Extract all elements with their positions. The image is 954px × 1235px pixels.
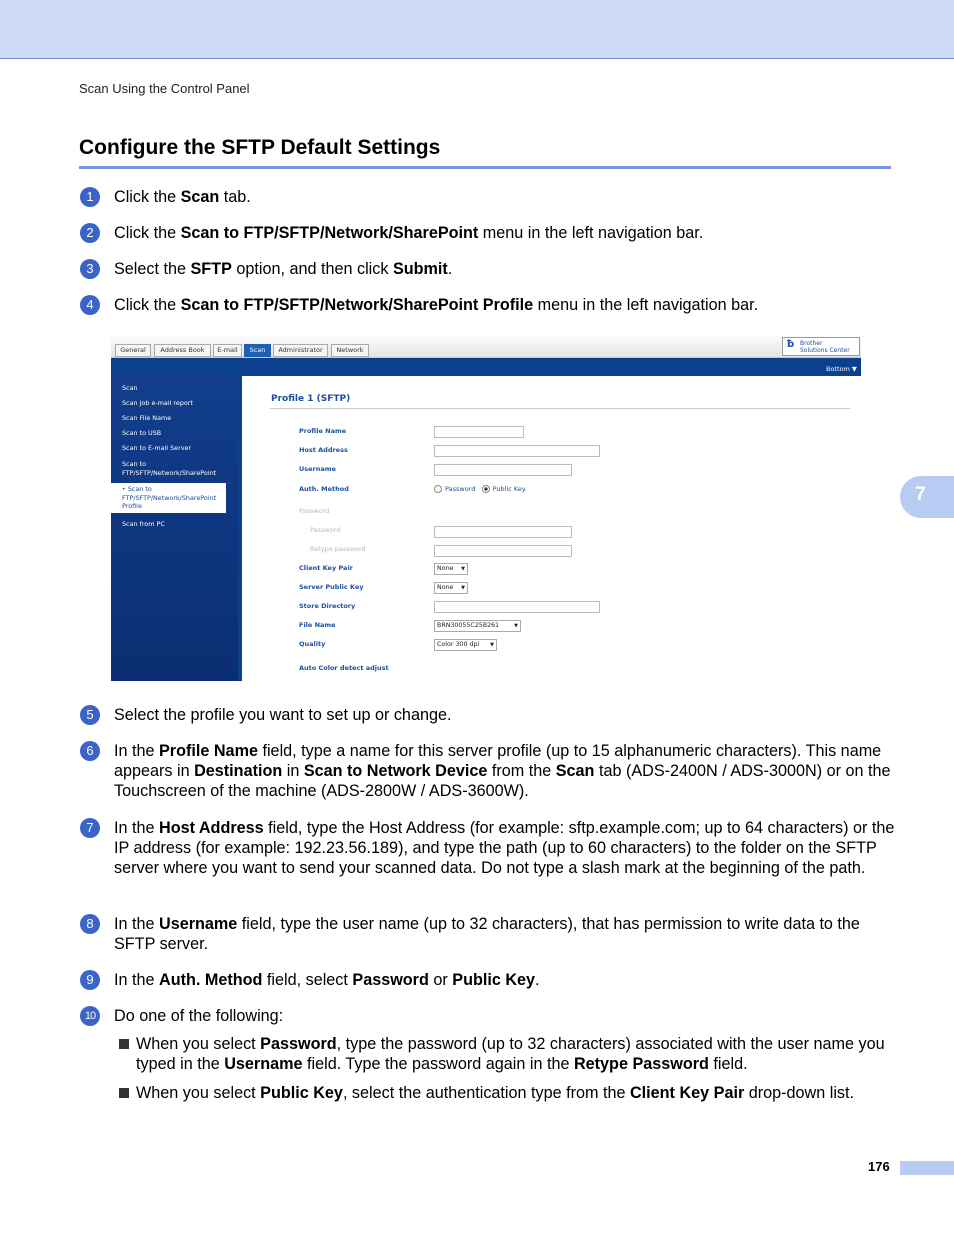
tab-address-book[interactable]: Address Book — [154, 344, 211, 357]
step-text: Select the SFTP option, and then click Submit. — [114, 260, 453, 278]
tab-administrator[interactable]: Administrator — [273, 344, 328, 357]
step-text: In the Host Address field, type the Host Address (for example: sftp.example.com; up to 64 characters) or the IP address (for example: 192.23.56.189), and type the path (up to 60 characters) to the folder on the SFTP server where you want to send your scanned data. Do not type a slash mark at the beginning of the path. — [114, 819, 895, 877]
nav-scan-from-pc[interactable]: Scan from PC — [122, 520, 165, 528]
chevron-down-icon: ▼ — [461, 566, 465, 572]
content-edge — [238, 376, 242, 681]
title-rule — [79, 166, 891, 169]
retype-password-label: Retype password — [310, 545, 366, 553]
quality-label: Quality — [299, 640, 326, 648]
step-text: Do one of the following: — [114, 1007, 284, 1025]
tab-email[interactable]: E-mail — [213, 344, 242, 357]
tab-general[interactable]: General — [115, 344, 151, 357]
store-directory-label: Store Directory — [299, 602, 356, 610]
password-label: Password — [310, 526, 341, 534]
client-key-pair-select[interactable]: None ▼ — [434, 563, 468, 575]
left-navigation — [111, 376, 238, 681]
chevron-down-icon: ▼ — [490, 642, 494, 648]
auth-method-radios: Password Public Key — [434, 485, 526, 493]
bullet-text: When you select Public Key, select the authentication type from the Client Key Pair drop-down list. — [136, 1084, 855, 1102]
step-number: 3 — [80, 259, 100, 279]
tab-bar — [111, 333, 861, 358]
step-number: 1 — [80, 187, 100, 207]
profile-rule — [270, 408, 850, 409]
host-address-input[interactable] — [434, 445, 600, 457]
password-input[interactable] — [434, 526, 572, 538]
nav-scan-to-ftp-sftp[interactable]: Scan to FTP/SFTP/Network/SharePoint — [122, 460, 217, 477]
retype-password-input[interactable] — [434, 545, 572, 557]
store-directory-input[interactable] — [434, 601, 600, 613]
step-text: Select the profile you want to set up or change. — [114, 706, 452, 724]
step-number: 6 — [80, 741, 100, 761]
brother-logo-icon: ƀ — [787, 339, 795, 350]
running-head: Scan Using the Control Panel — [79, 81, 250, 96]
page-title: Configure the SFTP Default Settings — [79, 136, 441, 159]
nav-scan-to-ftp-sftp-profile[interactable]: ‣ Scan to FTP/SFTP/Network/SharePoint Profile — [111, 483, 226, 513]
web-settings-screenshot — [111, 333, 861, 681]
profile-title: Profile 1 (SFTP) — [271, 394, 351, 404]
tab-network[interactable]: Network — [331, 344, 369, 357]
nav-scan-to-usb[interactable]: Scan to USB — [122, 429, 162, 437]
chapter-tab: 7 — [900, 476, 954, 518]
auth-method-label: Auth. Method — [299, 485, 349, 493]
step-number: 7 — [80, 818, 100, 838]
client-key-pair-label: Client Key Pair — [299, 564, 353, 572]
blue-bar — [111, 358, 861, 376]
step-text: In the Auth. Method field, select Password or Public Key. — [114, 971, 540, 989]
bottom-link[interactable]: Bottom ▼ — [826, 365, 857, 373]
step-number: 8 — [80, 914, 100, 934]
username-label: Username — [299, 465, 336, 473]
server-public-key-select[interactable]: None ▼ — [434, 582, 468, 594]
nav-scan-job-email-report[interactable]: Scan Job e-mail report — [122, 399, 193, 407]
public-key-radio[interactable] — [482, 485, 490, 493]
profile-name-label: Profile Name — [299, 427, 347, 435]
chevron-down-icon: ▼ — [514, 623, 518, 629]
step-number: 2 — [80, 223, 100, 243]
profile-form — [238, 376, 861, 681]
auto-color-label: Auto Color detect adjust — [299, 664, 389, 672]
chevron-down-icon: ▼ — [461, 585, 465, 591]
header-band — [0, 0, 954, 59]
step-text: In the Profile Name field, type a name for this server profile (up to 15 alphanumeric characters). This name appears in Destination in Scan to Network Device from the Scan tab (ADS-2400N / ADS-3000N) or on the Touchscreen of the machine (ADS-2800W / ADS-3600W). — [114, 742, 891, 800]
quality-select[interactable]: Color 300 dpi ▼ — [434, 639, 497, 651]
username-input[interactable] — [434, 464, 572, 476]
server-public-key-label: Server Public Key — [299, 583, 364, 591]
password-group-label: Password — [299, 507, 330, 515]
nav-scan[interactable]: Scan — [122, 384, 138, 392]
file-name-select[interactable]: BRN30055C25B261 ▼ — [434, 620, 521, 632]
nav-scan-file-name[interactable]: Scan File Name — [122, 414, 172, 422]
step-number: 5 — [80, 705, 100, 725]
step-number: 4 — [80, 295, 100, 315]
step-text: Click the Scan tab. — [114, 188, 251, 206]
brother-solutions-center-link[interactable]: ƀ Brother Solutions Center — [782, 337, 860, 356]
step-number: 9 — [80, 970, 100, 990]
file-name-label: File Name — [299, 621, 336, 629]
step-number: 10 — [80, 1006, 100, 1026]
bullet-square-icon — [119, 1088, 129, 1098]
page-number-bar — [900, 1161, 954, 1175]
password-radio[interactable] — [434, 485, 442, 493]
nav-scan-to-email-server[interactable]: Scan to E-mail Server — [122, 444, 192, 452]
page-number: 176 — [868, 1159, 890, 1174]
step-text: In the Username field, type the user name (up to 32 characters), that has permission to write data to the SFTP server. — [114, 915, 860, 953]
host-address-label: Host Address — [299, 446, 348, 454]
tab-scan[interactable]: Scan — [244, 344, 271, 357]
bullet-text: When you select Password, type the password (up to 32 characters) associated with the user name you typed in the Username field. Type the password again in the Retype Password field. — [136, 1035, 885, 1073]
bullet-square-icon — [119, 1039, 129, 1049]
step-text: Click the Scan to FTP/SFTP/Network/SharePoint menu in the left navigation bar. — [114, 224, 704, 242]
profile-name-input[interactable] — [434, 426, 524, 438]
step-text: Click the Scan to FTP/SFTP/Network/SharePoint Profile menu in the left navigation bar. — [114, 296, 759, 314]
